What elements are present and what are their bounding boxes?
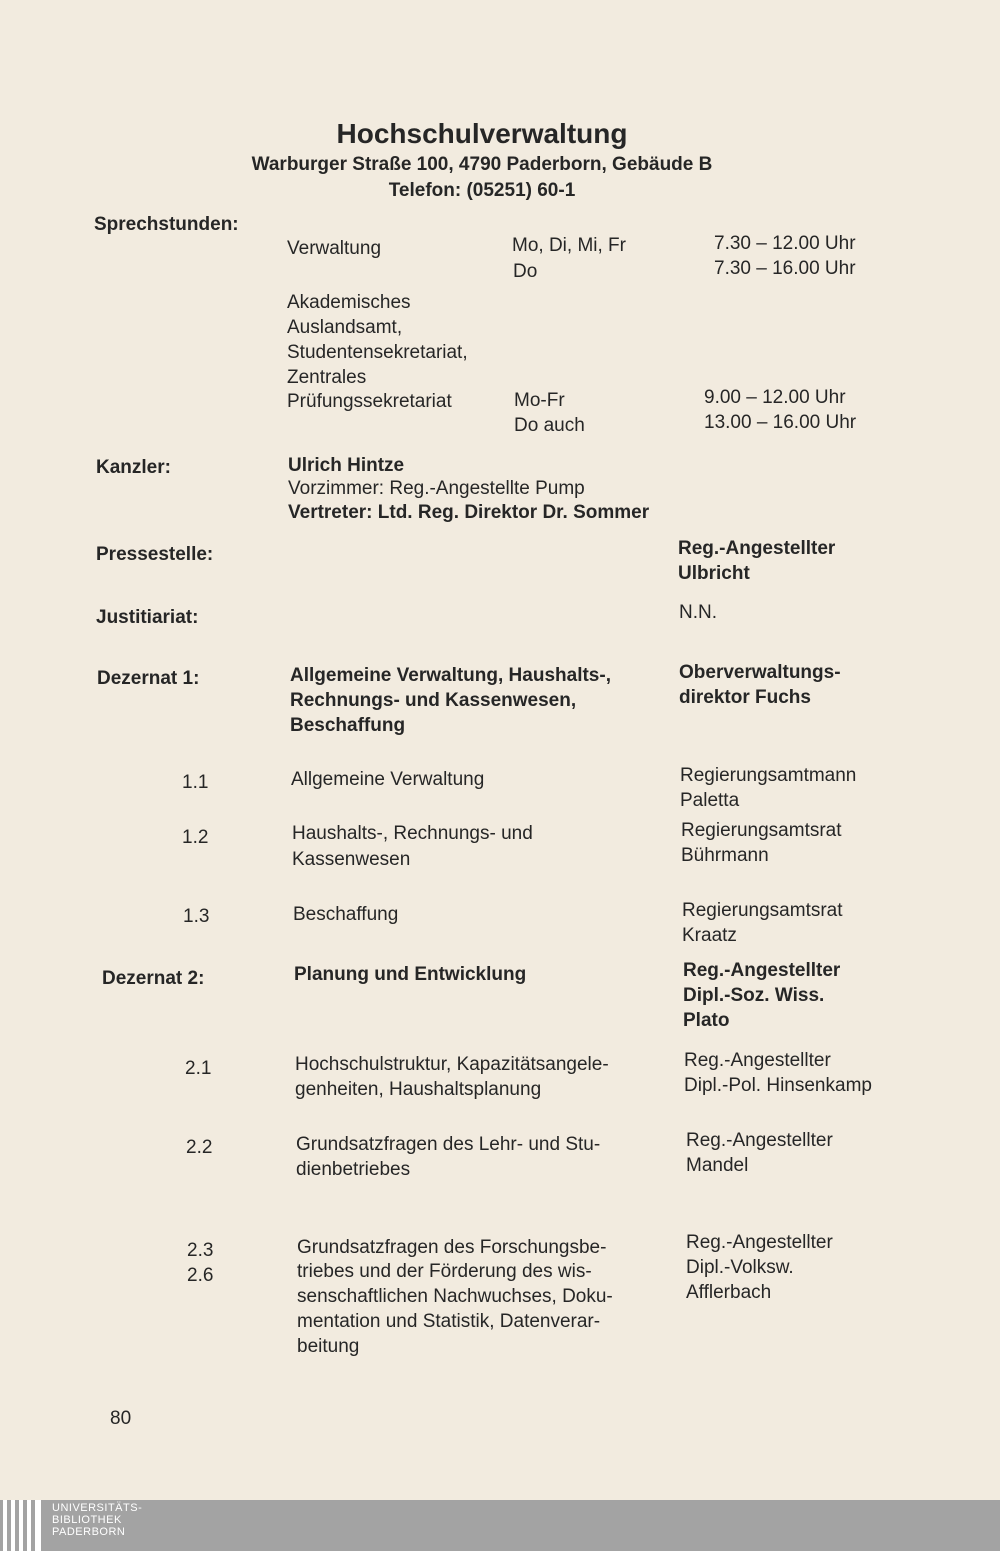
item-2-3-person-2: Dipl.-Volksw.	[686, 1257, 794, 1278]
dezernat1-topic-1: Allgemeine Verwaltung, Haushalts-,	[290, 665, 611, 686]
time-1: 7.30 – 12.00 Uhr	[714, 233, 856, 254]
item-2-1-topic-2: genheiten, Haushaltsplanung	[295, 1079, 542, 1100]
justitiariat-label: Justitiariat:	[96, 607, 199, 628]
item-2-6-num: 2.6	[187, 1265, 214, 1286]
pressestelle-label: Pressestelle:	[96, 544, 214, 565]
item-2-3-num: 2.3	[187, 1240, 214, 1261]
item-1-3-topic: Beschaffung	[293, 904, 399, 925]
dezernat2-label: Dezernat 2:	[102, 968, 205, 989]
item-2-2-num: 2.2	[186, 1137, 213, 1158]
dezernat1-person-2: direktor Fuchs	[679, 687, 811, 708]
item-1-1-num: 1.1	[182, 772, 209, 793]
item-1-3-num: 1.3	[183, 906, 210, 927]
item-1-2-person-2: Bührmann	[681, 845, 769, 866]
item-1-3-person-2: Kraatz	[682, 925, 737, 946]
item-2-3-topic-4: mentation und Statistik, Datenverar-	[297, 1311, 601, 1332]
kanzler-label: Kanzler:	[96, 457, 171, 478]
phone-line: Telefon: (05251) 60-1	[388, 180, 576, 201]
dezernat1-topic-3: Beschaffung	[290, 715, 406, 736]
dezernat2-person-2: Dipl.-Soz. Wiss.	[683, 985, 825, 1006]
library-name-3: PADERBORN	[52, 1526, 126, 1538]
item-2-3-topic-1: Grundsatzfragen des Forschungsbe-	[297, 1237, 607, 1258]
pressestelle-person-2: Ulbricht	[678, 563, 750, 584]
days-3: Mo-Fr	[514, 390, 565, 411]
library-name-2: BIBLIOTHEK	[52, 1514, 122, 1526]
days-2: Do	[513, 261, 538, 282]
pressestelle-person-1: Reg.-Angestellter	[678, 538, 836, 559]
kanzler-name: Ulrich Hintze	[288, 455, 405, 476]
akad-line-1: Akademisches	[287, 292, 411, 313]
item-2-2-person-2: Mandel	[686, 1155, 749, 1176]
address-line: Warburger Straße 100, 4790 Paderborn, Gebäude B	[251, 154, 713, 175]
item-2-2-topic-2: dienbetriebes	[296, 1159, 411, 1180]
item-2-3-topic-2: triebes und der Förderung des wis-	[297, 1261, 592, 1282]
item-2-3-person-3: Afflerbach	[686, 1282, 772, 1303]
item-1-2-num: 1.2	[182, 827, 209, 848]
item-1-3-person-1: Regierungsamtsrat	[682, 900, 843, 921]
dezernat2-topic: Planung und Entwicklung	[294, 964, 527, 985]
item-1-2-topic-1: Haushalts-, Rechnungs- und	[292, 823, 533, 844]
item-1-2-topic-2: Kassenwesen	[292, 849, 411, 870]
time-2: 7.30 – 16.00 Uhr	[714, 258, 856, 279]
akad-line-2: Auslandsamt,	[287, 317, 403, 338]
justitiariat-person: N.N.	[679, 602, 717, 623]
page-title: Hochschulverwaltung	[336, 118, 628, 149]
item-2-3-topic-5: beitung	[297, 1336, 360, 1357]
item-2-1-topic-1: Hochschulstruktur, Kapazitätsangele-	[295, 1054, 609, 1075]
dezernat2-person-3: Plato	[683, 1010, 730, 1031]
item-1-1-person-2: Paletta	[680, 790, 740, 811]
time-3: 9.00 – 12.00 Uhr	[704, 387, 846, 408]
item-1-1-person-1: Regierungsamtmann	[680, 765, 857, 786]
kanzler-vorzimmer: Vorzimmer: Reg.-Angestellte Pump	[288, 478, 585, 499]
item-2-1-person-2: Dipl.-Pol. Hinsenkamp	[684, 1075, 872, 1096]
verwaltung-label: Verwaltung	[287, 238, 382, 259]
item-2-2-topic-1: Grundsatzfragen des Lehr- und Stu-	[296, 1134, 601, 1155]
akad-line-4: Zentrales	[287, 367, 367, 388]
dezernat1-topic-2: Rechnungs- und Kassenwesen,	[290, 690, 577, 711]
item-2-3-topic-3: senschaftlichen Nachwuchses, Doku-	[297, 1286, 613, 1307]
library-footer	[0, 1500, 1000, 1551]
dezernat1-person-1: Oberverwaltungs-	[679, 662, 841, 683]
akad-line-3: Studentensekretariat,	[287, 342, 468, 363]
item-2-3-person-1: Reg.-Angestellter	[686, 1232, 833, 1253]
sprechstunden-label: Sprechstunden:	[94, 214, 239, 235]
item-2-2-person-1: Reg.-Angestellter	[686, 1130, 833, 1151]
days-1: Mo, Di, Mi, Fr	[512, 235, 626, 256]
days-4: Do auch	[514, 415, 585, 436]
item-2-1-person-1: Reg.-Angestellter	[684, 1050, 831, 1071]
item-1-1-topic: Allgemeine Verwaltung	[291, 769, 485, 790]
kanzler-vertreter: Vertreter: Ltd. Reg. Direktor Dr. Sommer	[288, 502, 650, 523]
dezernat1-label: Dezernat 1:	[97, 668, 200, 689]
item-1-2-person-1: Regierungsamtsrat	[681, 820, 842, 841]
dezernat2-person-1: Reg.-Angestellter	[683, 960, 841, 981]
time-4: 13.00 – 16.00 Uhr	[704, 412, 857, 433]
item-2-1-num: 2.1	[185, 1058, 212, 1079]
page-number: 80	[110, 1408, 132, 1429]
library-name-1: UNIVERSITÄTS-	[52, 1502, 143, 1514]
akad-line-5: Prüfungssekretariat	[287, 391, 452, 412]
